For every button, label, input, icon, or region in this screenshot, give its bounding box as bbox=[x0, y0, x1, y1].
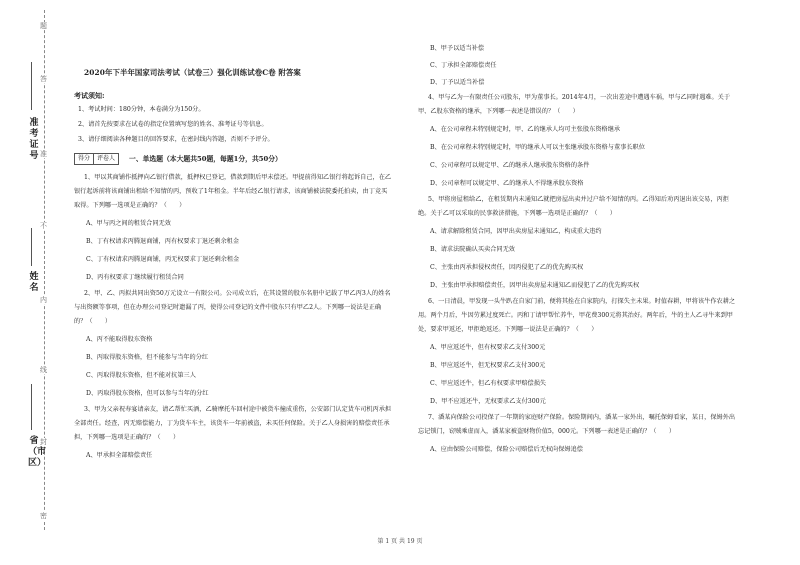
answer-option[interactable]: B、丁有权请求丙腾退商铺，丙有权要求丁退还剩余租金 bbox=[86, 238, 240, 245]
answer-option[interactable]: B、请求法院确认买卖合同无效 bbox=[430, 246, 515, 253]
province-field[interactable] bbox=[31, 384, 32, 430]
seal-char: 准 bbox=[40, 150, 47, 158]
page-footer: 第 1 页 共 19 页 bbox=[377, 538, 423, 545]
answer-option[interactable]: D、甲不应返还牛，无权要求乙支付300元 bbox=[430, 398, 546, 405]
notice-item: 1、考试时间：180分钟，本卷满分为150分。 bbox=[78, 106, 205, 113]
answer-option[interactable]: C、丁承担全部赔偿责任 bbox=[430, 62, 497, 69]
name-field[interactable] bbox=[31, 228, 32, 266]
question-stem: 4、甲与乙为一有限责任公司股东，甲为董事长。2014年4月，一次出差途中遭遇车祸，甲与乙同时遇难。关于甲、乙股东资格的继承，下列哪一表述是错误的？（ ） bbox=[418, 94, 731, 115]
binding-margin bbox=[0, 0, 60, 565]
left-column bbox=[74, 52, 392, 465]
answer-option[interactable]: C、丙取得股东资格，但不能对抗第三人 bbox=[86, 372, 196, 379]
right-column bbox=[418, 40, 736, 459]
seal-char: 封 bbox=[40, 438, 47, 446]
notice-item: 3、请仔细阅读各种题目的回答要求，在密封线内答题，否则不予评分。 bbox=[78, 136, 274, 143]
answer-option[interactable]: C、丁有权请求丙腾退商铺，丙无权要求丁退还剩余租金 bbox=[86, 256, 240, 263]
section-header-row bbox=[74, 153, 392, 165]
answer-option[interactable]: B、甲予以适当补偿 bbox=[430, 45, 485, 52]
answer-option[interactable]: A、请求解除租赁合同，因甲出卖房屋未通知乙，构成重大违约 bbox=[430, 228, 602, 235]
answer-option[interactable]: A、甲与丙之间的租赁合同无效 bbox=[86, 220, 171, 227]
question bbox=[418, 411, 736, 459]
answer-option[interactable]: C、公司章程可以规定甲、乙的继承人继承股东资格的条件 bbox=[430, 162, 590, 169]
province-label: 省（市区） bbox=[28, 436, 47, 468]
question bbox=[418, 295, 736, 411]
seal-char: 密 bbox=[40, 512, 47, 520]
exam-id-label: 准考证号 bbox=[29, 118, 39, 161]
answer-option[interactable]: A、应由保险公司赔偿，保险公司赔偿后无权向保姆追偿 bbox=[430, 446, 583, 453]
score-box bbox=[74, 153, 119, 165]
answer-option[interactable]: D、公司章程可以规定甲、乙的继承人不得继承股东资格 bbox=[430, 180, 584, 187]
question-stem: 6、一日清晨，甲发现一头牛趴在自家门前，便将其拴在自家院内，打探失主未果。时值春耕，甲将该牛作农耕之用。两个月后，牛因劳累过度死亡。丙和丁请甲帮忙养牛，甲花费300元将其治好。两年后，牛的主人乙寻牛来到甲处，要求甲返还，甲拒绝返还。下列哪一说法是正确的？（ ） bbox=[418, 298, 736, 333]
answer-option[interactable]: B、丙取得股东资格，但不能参与当年的分红 bbox=[86, 354, 209, 361]
grader-cell: 评卷人 bbox=[93, 154, 118, 164]
answer-option[interactable]: C、甲应返还牛，但乙有权要求甲赔偿损失 bbox=[430, 380, 547, 387]
answer-option[interactable]: B、甲应返还牛，但无权要求乙支付300元 bbox=[430, 362, 546, 369]
seal-char: 题 bbox=[40, 22, 47, 30]
question-stem: 5、甲将房屋租给乙，在租赁期内未通知乙就把房屋出卖并过户给不知情的丙。乙得知后劝丙退出该交易，丙拒绝。关于乙可以采取的民事救济措施，下列哪一选项是正确的？（ ） bbox=[418, 196, 729, 217]
answer-option[interactable]: D、丁予以适当补偿 bbox=[430, 79, 485, 86]
question-stem: 7、潘某向保险公司投保了一年期的家庭财产保险。保险期间内，潘某一家外出，嘱托保姆看家，某日，保姆外出忘记锁门，窃贼乘虚而入，潘某家被盗财物价值5，000元。下列哪一表述是正确的？（ ） bbox=[418, 414, 736, 435]
answer-option[interactable]: D、丙有权要求丁继续履行租赁合同 bbox=[86, 274, 184, 281]
seal-char: 答 bbox=[40, 75, 47, 83]
answer-option[interactable]: B、在公司章程未特别规定时，甲的继承人可以主张继承股东资格与董事长职位 bbox=[430, 144, 645, 151]
notice-item: 2、请首先按要求在试卷的指定位置填写您的姓名、准考证号等信息。 bbox=[78, 121, 268, 128]
answer-option[interactable]: D、主张由甲承担赔偿责任，因甲出卖房屋未通知乙而侵犯了乙的优先购买权 bbox=[430, 282, 640, 289]
seal-char: 内 bbox=[40, 296, 47, 304]
question-stem: 2、甲、乙、丙拟共同出资50万元设立一有限公司。公司成立后，在其设置的股东名册中记载了甲乙丙3人的姓名与出资额等事项，但在办理公司登记时遗漏了丙，使得公司登记的文件中股东只有甲乙2人。下列哪一说法是正确的？（ ） bbox=[74, 290, 391, 325]
page-title: 2020年下半年国家司法考试（试卷三）强化训练试卷C卷 附答案 bbox=[84, 68, 301, 77]
answer-option[interactable]: A、丙不能取得股东资格 bbox=[86, 336, 153, 343]
question-stem: 1、甲以其商铺作抵押向乙银行借款，抵押权已登记，借款到期后甲未偿还。甲提前得知乙银行将起诉自己，在乙银行起诉前将该商铺出租给不知情的丙，预收了1年租金。半年后经乙银行请求，该商铺被法院委托拍卖，由丁竞买取得。下列哪一选项是正确的？（ ） bbox=[74, 174, 392, 209]
answer-option[interactable]: C、主张由丙承担侵权责任，因丙侵犯了乙的优先购买权 bbox=[430, 264, 584, 271]
question bbox=[418, 91, 736, 193]
question-stem: 3、甲为父亲祝寿宴请亲友，请乙帮忙买酒，乙骑摩托车回村途中被货车撞成重伤，公安部门认定货车司机丙承担全部责任。经查，丙无赔偿能力，丁为货车车主，该货车一年前被盗，未买任何保险。关于乙人身损害的赔偿责任承担，下列哪一选项是正确的？（ ） bbox=[74, 406, 392, 441]
section-title: 一、单选题（本大题共50题，每题1分，共50分） bbox=[129, 154, 282, 163]
name-label: 姓名 bbox=[29, 272, 39, 293]
question bbox=[74, 403, 392, 465]
question bbox=[418, 193, 736, 295]
answer-option[interactable]: D、丙取得股东资格，但可以参与当年的分红 bbox=[86, 390, 209, 397]
score-cell: 得分 bbox=[78, 155, 91, 162]
seal-char: 线 bbox=[40, 366, 47, 374]
exam-id-field[interactable] bbox=[31, 62, 32, 110]
answer-option[interactable]: A、甲应返还牛，但有权要求乙支付300元 bbox=[430, 344, 546, 351]
answer-option[interactable]: A、在公司章程未特别规定时，甲、乙的继承人均可主张股东资格继承 bbox=[430, 126, 621, 133]
notice-title: 考试须知: bbox=[74, 91, 105, 100]
answer-option[interactable]: A、甲承担全部赔偿责任 bbox=[86, 452, 153, 459]
seal-char: 不 bbox=[40, 222, 47, 230]
question bbox=[74, 171, 392, 287]
question bbox=[74, 287, 392, 403]
